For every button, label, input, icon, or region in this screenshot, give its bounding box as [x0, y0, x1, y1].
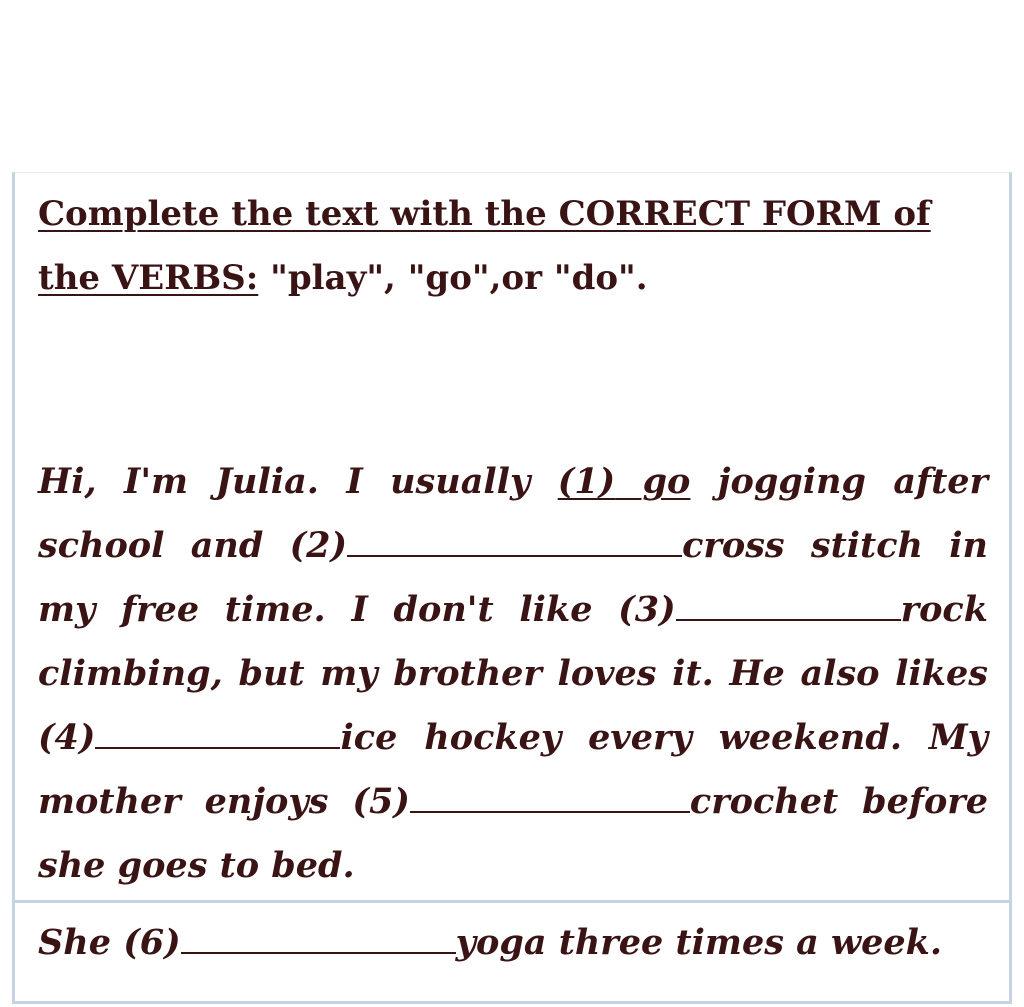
sentence-5-end: crochet before she goes to bed.: [38, 781, 988, 886]
item-5-number: (5): [352, 781, 410, 822]
item-1-example-answer: go: [615, 461, 691, 502]
answer-blank-3[interactable]: [676, 589, 901, 621]
instruction-heading: [38, 182, 990, 310]
sentence-2-end: cross stitch in my free time. I don't like: [38, 525, 988, 630]
passage-text: [38, 450, 988, 898]
item-4-number: (4): [38, 717, 96, 758]
item-3-number: (3): [618, 589, 676, 630]
sentence-4-end: ice hockey every weekend. My mother enjoys: [38, 717, 988, 822]
instruction-verbs-list: "play", "go",or "do".: [258, 258, 648, 298]
passage-last-line: [38, 911, 988, 975]
sentence-3-end: rock climbing, but my brother loves it. He also likes: [38, 589, 988, 694]
sentence-1-end: jogging after school and: [38, 461, 988, 566]
answer-blank-6[interactable]: [181, 922, 456, 954]
sentence-6-end: yoga three times a week.: [455, 922, 943, 963]
answer-blank-4[interactable]: [95, 717, 340, 749]
item-2-number: (2): [289, 525, 348, 566]
item-6-number: (6): [123, 922, 181, 963]
item-1-number: (1): [557, 461, 616, 502]
sentence-6-start: She: [38, 922, 124, 963]
sentence-1-start: Hi, I'm Julia. I usually: [38, 461, 558, 502]
answer-blank-5[interactable]: [410, 781, 690, 813]
instruction-underlined-text: Complete the text with the CORRECT FORM of the VERBS:: [38, 194, 931, 298]
answer-blank-2[interactable]: [347, 525, 682, 557]
